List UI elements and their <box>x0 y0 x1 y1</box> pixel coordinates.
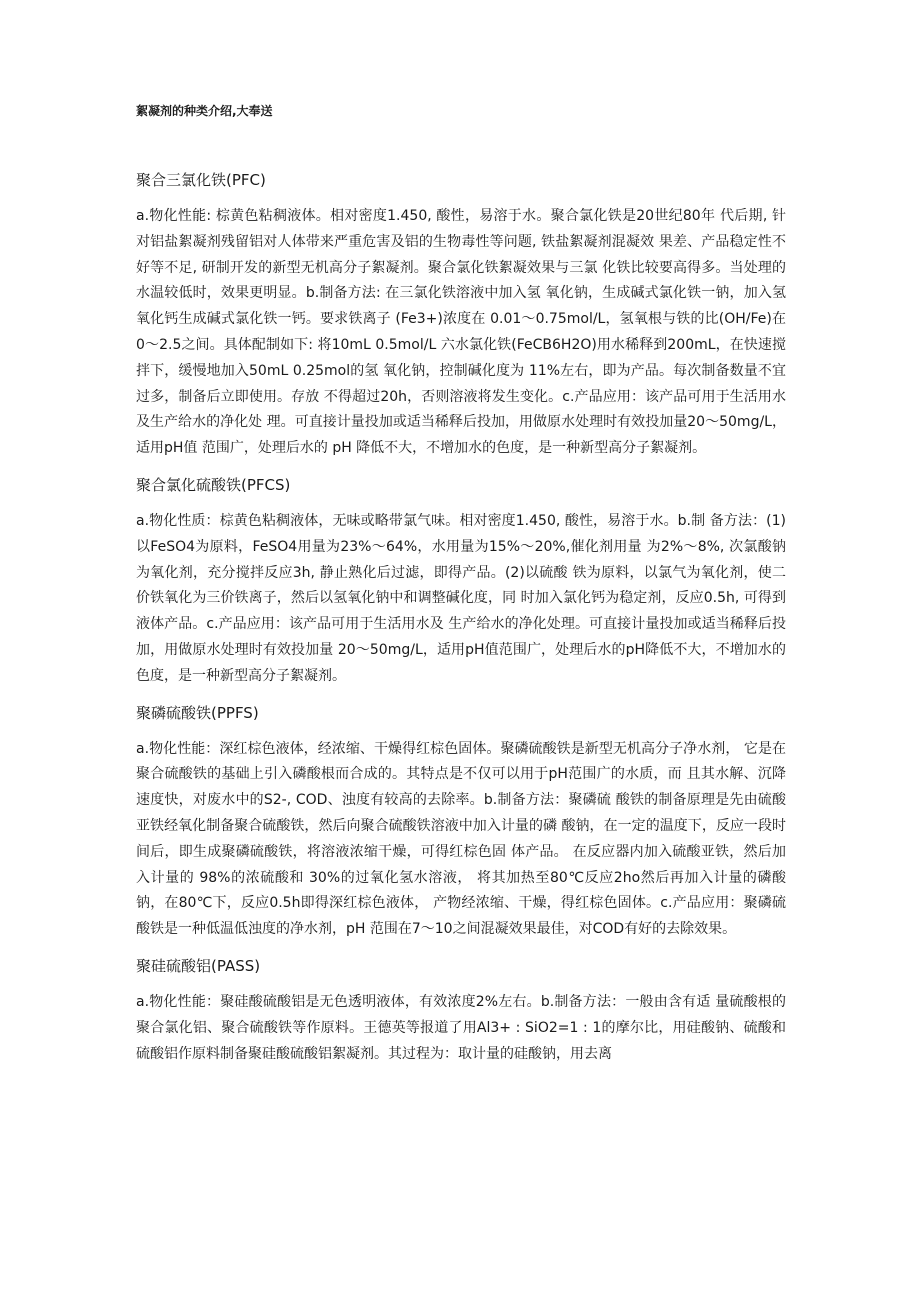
section-pass <box>136 954 786 1067</box>
document-title: 絮凝剂的种类介绍,大奉送 <box>136 104 273 118</box>
section-heading: 聚合三氯化铁(PFC) <box>136 171 266 189</box>
section-body: a.物化性能：深红棕色液体，经浓缩、干燥得红棕色固体。聚磷硫酸铁是新型无机高分子净水剂， 它是在聚合硫酸铁的基础上引入磷酸根而合成的。其特点是不仅可以用于pH范围广的水质，而 且其水解、沉降速度快，对废水中的S2-, COD、浊度有较高的去除率。b.制备方法：聚磷硫 酸铁的制备原理是先由硫酸亚铁经氧化制备聚合硫酸铁，然后向聚合硫酸铁溶液中加入计量的磷 酸钠，在一定的温度下，反应一段时间后，即生成聚磷硫酸铁，将溶液浓缩干燥，可得红棕色固 体产品。 在反应器内加入硫酸亚铁，然后加入计量的 98%的浓硫酸和 30%的过氧化氢水溶液， 将其加热至80℃反应2ho然后再加入计量的磷酸钠，在80℃下，反应0.5h即得深红棕色液体， 产物经浓缩、干燥，得红棕色固体。c.产品应用：聚磷硫酸铁是一种低温低浊度的净水剂，pH 范围在7～10之间混凝效果最佳，对COD有好的去除效果。 <box>136 740 786 938</box>
section-heading: 聚硅硫酸铝(PASS) <box>136 956 261 975</box>
section-heading: 聚磷硫酸铁(PPFS) <box>136 703 259 722</box>
section-pfc <box>136 168 786 462</box>
section-ppfs <box>136 701 786 943</box>
document-content <box>136 168 786 1078</box>
section-body: a.物化性能: 棕黄色粘稠液体。相对密度1.450, 酸性，易溶于水。聚合氯化铁是20世纪80年 代后期, 针对铝盐絮凝剂残留铝对人体带来严重危害及铝的生物毒性等问题, 铁盐絮凝剂混凝效 果差、产品稳定性不好等不足, 研制开发的新型无机高分子絮凝剂。聚合氯化铁絮凝效果与三氯 化铁比较要高得多。当处理的水温较低时，效果更明显。b.制备方法: 在三氯化铁溶液中加入氢 氧化钠，生成碱式氯化铁一钠，加入氢氧化钙生成碱式氯化铁一钙。要求铁离子 (Fe3+)浓度在 0.01～0.75mol/L，氢氧根与铁的比(OH/Fe)在0～2.5之间。具体配制如下: 将10mL 0.5mol/L 六水氯化铁(FeCB6H2O)用水稀释到200mL，在快速搅拌下，缓慢地加入50mL 0.25mol的氢 氧化钠，控制碱化度为 11%左右，即为产品。每次制备数量不宜过多，制备后立即使用。存放 不得超过20h，否则溶液将发生变化。c.产品应用：该产品可用于生活用水及生产给水的净化处 理。可直接计量投加或适当稀释后投加，用做原水处理时有效投加量20～50mg/L，适用pH值 范围广，处理后水的 pH 降低不大，不增加水的色度，是一种新型高分子絮凝剂。 <box>136 208 786 457</box>
section-heading: 聚合氯化硫酸铁(PFCS) <box>136 475 291 494</box>
section-body: a.物化性质：棕黄色粘稠液体，无味或略带氯气味。相对密度1.450, 酸性，易溶于水。b.制 备方法：(1)以FeSO4为原料，FeSO4用量为23%～64%，水用量为15%～20%,催化剂用量 为2%～8%, 次氯酸钠为氧化剂，充分搅拌反应3h, 静止熟化后过滤，即得产品。(2)以硫酸 铁为原料，以氯气为氧化剂，使二价铁氧化为三价铁离子，然后以氢氧化钠中和调整碱化度，同 时加入氯化钙为稳定剂，反应0.5h, 可得到液体产品。c.产品应用：该产品可用于生活用水及 生产给水的净化处理。可直接计量投加或适当稀释后投加，用做原水处理时有效投加量 20～50mg/L，适用pH值范围广，处理后水的pH降低不大，不增加水的色度，是一种新型高分子絮凝剂。 <box>136 512 786 684</box>
section-body: a.物化性能：聚硅酸硫酸铝是无色透明液体，有效浓度2%左右。b.制备方法：一般由含有适 量硫酸根的聚合氯化铝、聚合硫酸铁等作原料。王德英等报道了用Al3+ : SiO2=1 : 1的摩尔比，用硅酸钠、硫酸和硫酸铝作原料制备聚硅酸硫酸铝絮凝剂。其过程为：取计量的硅酸钠，用去离 <box>136 993 786 1062</box>
section-pfcs <box>136 473 786 690</box>
